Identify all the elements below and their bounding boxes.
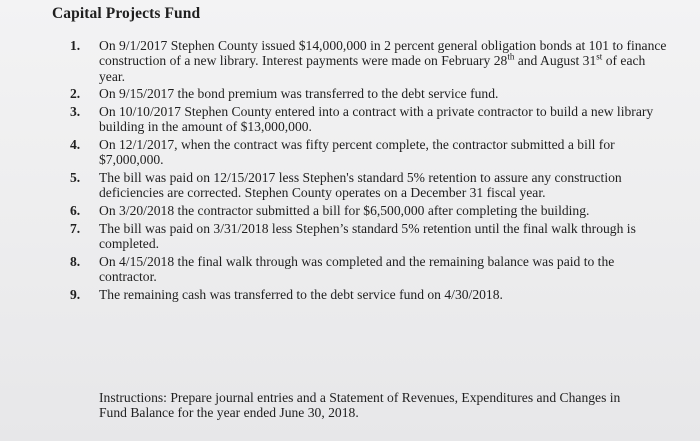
list-item-5 [70, 170, 670, 201]
item-number: 1. [70, 38, 81, 53]
item-text: On 3/20/2018 the contractor submitted a bill for $6,500,000 after completing the building. [99, 203, 590, 218]
item-number: 9. [70, 286, 81, 302]
list-item-6 [70, 203, 670, 218]
item-text: The bill was paid on 12/15/2017 less Stephen's standard 5% retention to assure any construction deficiencies are corrected. Stephen County operates on a December 31 fiscal year. [99, 170, 622, 201]
list-item-2 [70, 86, 670, 101]
superscript: st [596, 51, 603, 62]
list-item-1 [70, 38, 670, 84]
list-item-7 [70, 221, 670, 252]
item-text: On 9/15/2017 the bond premium was transferred to the debt service fund. [99, 86, 499, 102]
list-item-9 [70, 287, 670, 302]
item-number: 8. [70, 253, 81, 269]
item-number: 4. [70, 137, 81, 152]
item-text: The bill was paid on 3/31/2018 less Stephen’s standard 5% retention until the final walk through is completed. [99, 220, 636, 251]
item-text-part: of each year. [99, 53, 646, 84]
item-text-part: and August 31 [514, 53, 597, 69]
item-number: 7. [70, 220, 81, 236]
list-item-4 [70, 137, 670, 168]
item-number: 2. [70, 86, 81, 102]
item-text: On 4/15/2018 the final walk through was completed and the remaining balance was paid to the contractor. [99, 253, 615, 284]
instructions-text: Instructions: Prepare journal entries and a Statement of Revenues, Expenditures and Changes in Fund Balance for the year ended June 30, 2018. [99, 390, 621, 421]
item-text: On 12/1/2017, when the contract was fifty percent complete, the contractor submitted a bill for $7,000,000. [99, 137, 615, 168]
item-text [99, 38, 670, 84]
item-text-part: On 9/1/2017 Stephen County issued $14,000,000 in 2 percent general obligation bonds at 101 to finance construction of a new library. Interest payments were made on February 28 [99, 38, 667, 69]
item-text: On 10/10/2017 Stephen County entered into a contract with a private contractor to build a new library building in the amount of $13,000,000. [99, 104, 654, 135]
item-number: 5. [70, 170, 81, 185]
list-item-8 [70, 254, 670, 285]
item-number: 3. [70, 104, 81, 119]
list-item-3 [70, 104, 670, 135]
document-title: Capital Projects Fund [52, 5, 201, 22]
item-text: The remaining cash was transferred to the debt service fund on 4/30/2018. [99, 286, 503, 302]
transaction-list [70, 38, 670, 304]
item-number: 6. [70, 203, 81, 218]
superscript: th [507, 51, 515, 62]
